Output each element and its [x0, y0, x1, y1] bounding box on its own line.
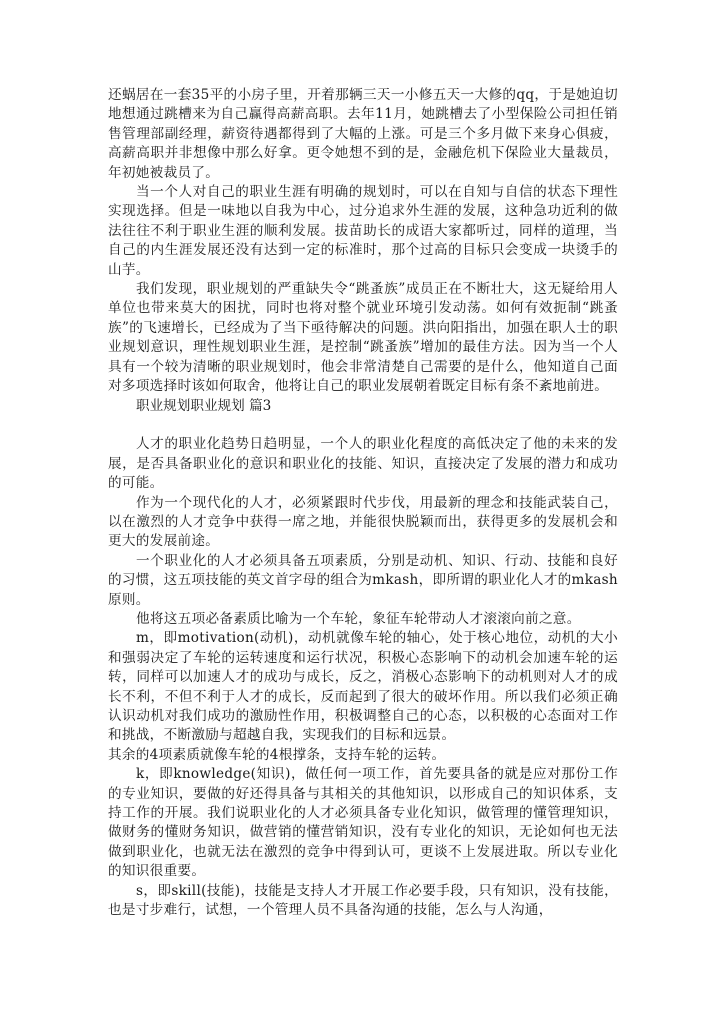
- paragraph-knowledge: k，即knowledge(知识)，做任何一项工作，首先要具备的就是应对那份工作的专业知识，要做的好还得具备与其相关的其他知识，以形成自己的知识体系，支持工作的开展。我们说职业化的人才必须具备专业化知识，做管理的懂管理知识，做财务的懂财务知识，做营销的懂营销知识，没有专业化的知识，无论如何也无法做到职业化，也就无法在激烈的竞争中得到认可，更谈不上发展进取。所以专业化的知识很重要。: [108, 766, 618, 880]
- paragraph-continuation: 还蜗居在一套35平的小房子里，开着那辆三天一小修五天一大修的qq，于是她迫切地想通过跳槽来为自己赢得高薪高职。去年11月，她跳槽去了小型保险公司担任销售管理部副经理，薪资待遇都得到了大幅的上涨。可是三个多月做下来身心俱疲，高薪高职并非想像中那么好拿。更令她想不到的是，金融危机下保险业大量裁员，年初她被裁员了。: [108, 87, 618, 181]
- paragraph-modern-talent: 作为一个现代化的人才，必须紧跟时代步伐，用最新的理念和技能武装自己，以在激烈的人才竞争中获得一席之地，并能很快脱颖而出，获得更多的发展机会和更大的发展前途。: [108, 494, 618, 550]
- paragraph-motivation: m，即motivation(动机)，动机就像车轮的轴心，处于核心地位，动机的大小和强弱决定了车轮的运转速度和运行状况，积极心态影响下的动机会加速车轮的运转，同样可以加速人才的成功与成长，反之，消极心态影响下的动机则对人才的成长不利，不但不利于人才的成长，反而起到了很大的破坏作用。所以我们必须正确认识动机对我们成功的激励性作用，积极调整自己的心态，以积极的心态面对工作和挑战，不断激励与超越自我，实现我们的目标和远景。: [108, 630, 618, 744]
- paragraph-wheel-metaphor: 他将这五项必备素质比喻为一个车轮，象征车轮带动人才滚滚向前之意。: [136, 610, 581, 627]
- paragraph-job-hoppers: 我们发现，职业规划的严重缺失令“跳蚤族”成员正在不断壮大，这无疑给用人单位也带来莫大的困扰，同时也将对整个就业环境引发动荡。如何有效扼制“跳蚤族”的飞速增长，已经成为了当下亟待解决的问题。洪向阳指出，加强在职人士的职业规划意识，理性规划职业生涯，是控制“跳蚤族”增加的最佳方法。因为当一个人具有一个较为清晰的职业规划时，他会非常清楚自己需要的是什么，他知道自己面对多项选择时该如何取舍，他将让自己的职业发展朝着既定目标有条不紊地前进。: [108, 281, 618, 395]
- paragraph-career-planning: 当一个人对自己的职业生涯有明确的规划时，可以在自知与自信的状态下理性实现选择。但是一味地以自我为中心，过分追求外生涯的发展，这种急功近利的做法往往不利于职业生涯的顺利发展。拔苗助长的成语大家都听过，同样的道理，当自己的内生涯发展还没有达到一定的标准时，那个过高的目标只会变成一块烫手的山芋。: [108, 184, 618, 278]
- paragraph-four-spokes: 其余的4项素质就像车轮的4根撑条，支持车轮的运转。: [108, 746, 446, 763]
- paragraph-skill: s，即skill(技能)，技能是支持人才开展工作必要手段，只有知识，没有技能，也是寸步难行，试想，一个管理人员不具备沟通的技能，怎么与人沟通，: [108, 882, 618, 919]
- paragraph-professionalization: 人才的职业化趋势日趋明显，一个人的职业化程度的高低决定了他的未来的发展，是否具备职业化的意识和职业化的技能、知识，直接决定了发展的潜力和成功的可能。: [108, 436, 618, 492]
- blank-line: [108, 416, 618, 435]
- document-page: [108, 86, 618, 920]
- paragraph-five-qualities: 一个职业化的人才必须具备五项素质，分别是动机、知识、行动、技能和良好的习惯，这五项技能的英文首字母的组合为mkash，即所谓的职业化人才的mkash原则。: [108, 552, 618, 608]
- section-heading: 职业规划职业规划 篇3: [136, 397, 272, 414]
